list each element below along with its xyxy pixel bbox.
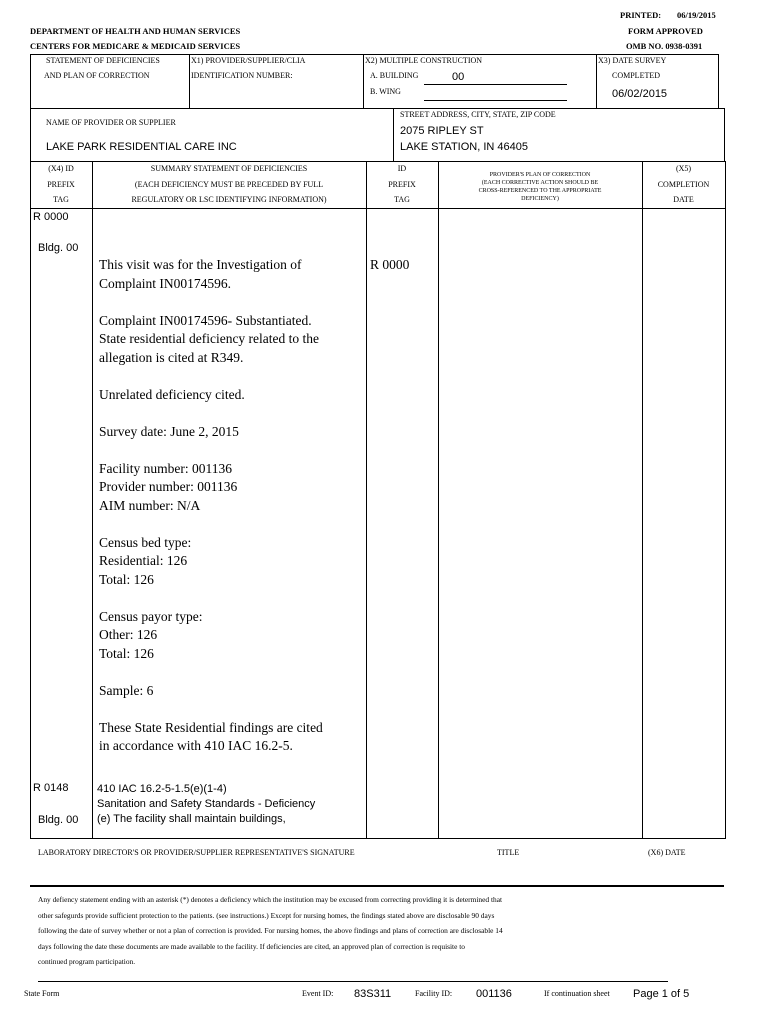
summary-line: AIM number: N/A bbox=[99, 497, 201, 513]
title-label: TITLE bbox=[497, 848, 520, 857]
building-tag-1: Bldg. 00 bbox=[38, 242, 79, 254]
wing-underline bbox=[424, 100, 567, 101]
prefix-tag-r0148: R 0148 bbox=[33, 782, 69, 794]
summary-line: Sample: 6 bbox=[99, 682, 154, 698]
summary-line: Facility number: 001136 bbox=[99, 460, 232, 476]
event-id-value: 83S311 bbox=[354, 988, 392, 1000]
notice-rule bbox=[38, 981, 668, 982]
summary-text bbox=[99, 256, 323, 756]
summary-line: These State Residential findings are cited bbox=[99, 719, 323, 735]
x5-header-3: DATE bbox=[673, 195, 694, 204]
summary-line: Unrelated deficiency cited. bbox=[99, 386, 245, 402]
summary-header-2: (EACH DEFICIENCY MUST BE PRECEDED BY FULL bbox=[134, 180, 324, 189]
provider-name-value: LAKE PARK RESIDENTIAL CARE INC bbox=[46, 141, 237, 153]
facility-id-value: 001136 bbox=[476, 988, 512, 1000]
survey-date-value: 06/02/2015 bbox=[612, 88, 668, 100]
printed-date: 06/19/2015 bbox=[677, 10, 716, 20]
notice-line: Any defiency statement ending with an asterisk (*) denotes a deficiency which the institution may be excused from correcting providing it is determined that bbox=[38, 895, 503, 904]
printed-label: PRINTED: bbox=[620, 10, 662, 20]
disclosure-notice bbox=[38, 892, 503, 970]
summary-line: Total: 126 bbox=[99, 571, 154, 587]
department-heading: DEPARTMENT OF HEALTH AND HUMAN SERVICES bbox=[30, 26, 241, 36]
summary-line: allegation is cited at R349. bbox=[99, 349, 244, 365]
notice-line: other safegurds provide sufficient protection to the patients. (see instructions.) Except for nursing homes, the findings stated above are disclosable 90 days bbox=[38, 910, 495, 920]
summary-line: Total: 126 bbox=[99, 645, 154, 661]
summary-line: This visit was for the Investigation of bbox=[99, 257, 302, 272]
summary-header-3: REGULATORY OR LSC IDENTIFYING INFORMATION) bbox=[131, 195, 327, 204]
r0148-line: Sanitation and Safety Standards - Deficiency bbox=[97, 798, 316, 810]
x6-date-label: (X6) DATE bbox=[648, 848, 686, 857]
provider-name-label: NAME OF PROVIDER OR SUPPLIER bbox=[46, 118, 176, 127]
plan-header-4: DEFICIENCY) bbox=[521, 196, 559, 202]
x1-label-2: IDENTIFICATION NUMBER: bbox=[191, 71, 293, 80]
x5-header-2: COMPLETION bbox=[657, 180, 710, 189]
prefix-tag-r0000: R 0000 bbox=[33, 211, 69, 223]
id-header-2: PREFIX bbox=[388, 180, 416, 189]
summary-line: Complaint IN00174596. bbox=[99, 275, 231, 291]
x5-header-1: (X5) bbox=[675, 164, 692, 173]
address-line-2: LAKE STATION, IN 46405 bbox=[400, 141, 528, 153]
address-line-1: 2075 RIPLEY ST bbox=[400, 125, 484, 137]
x3-label-2: COMPLETED bbox=[612, 71, 660, 80]
building-tag-2: Bldg. 00 bbox=[38, 814, 79, 826]
x4-header-2: PREFIX bbox=[47, 180, 75, 189]
id-prefix-tag-r0000: R 0000 bbox=[370, 257, 410, 272]
building-value: 00 bbox=[452, 71, 465, 83]
x3-label-1: X3) DATE SURVEY bbox=[598, 56, 667, 65]
centers-heading: CENTERS FOR MEDICARE & MEDICAID SERVICES bbox=[30, 41, 241, 51]
omb-number: OMB NO. 0938-0391 bbox=[626, 41, 703, 51]
summary-header-1: SUMMARY STATEMENT OF DEFICIENCIES bbox=[150, 164, 308, 173]
summary-line: Other: 126 bbox=[99, 627, 158, 642]
x4-header-1: (X4) ID bbox=[48, 164, 74, 173]
x1-label-1: X1) PROVIDER/SUPPLIER/CLIA bbox=[191, 56, 306, 65]
summary-line: Provider number: 001136 bbox=[99, 479, 238, 494]
facility-id-label: Facility ID: bbox=[415, 989, 453, 998]
summary-line: Census bed type: bbox=[99, 534, 192, 550]
event-id-label: Event ID: bbox=[302, 989, 334, 998]
r0148-text bbox=[97, 782, 315, 827]
signature-label: LABORATORY DIRECTOR'S OR PROVIDER/SUPPLIER REPRESENTATIVE'S SIGNATURE bbox=[38, 848, 355, 857]
notice-line: days following the date these documents are made available to the facility. If deficiencies are cited, an approved plan of correction is requisite to bbox=[38, 941, 465, 951]
r0148-line: 410 IAC 16.2-5-1.5(e)(1-4) bbox=[97, 783, 227, 795]
continuation-label: If continuation sheet bbox=[544, 989, 610, 998]
id-header-3: TAG bbox=[394, 195, 410, 204]
building-underline bbox=[424, 84, 567, 85]
summary-line: State residential deficiency related to the bbox=[99, 331, 320, 346]
building-label: A. BUILDING bbox=[370, 71, 419, 80]
summary-line: Census payor type: bbox=[99, 608, 203, 624]
page-number: Page 1 of 5 bbox=[633, 988, 690, 1000]
state-form-label: State Form bbox=[24, 989, 60, 998]
notice-line: continued program participation. bbox=[38, 957, 136, 966]
x4-header-3: TAG bbox=[53, 195, 69, 204]
statement-label-1: STATEMENT OF DEFICIENCIES bbox=[46, 56, 160, 65]
summary-line: in accordance with 410 IAC 16.2-5. bbox=[99, 738, 293, 753]
r0148-line: (e) The facility shall maintain buildings, bbox=[97, 813, 286, 825]
form-approved: FORM APPROVED bbox=[628, 26, 703, 36]
x2-label: X2) MULTIPLE CONSTRUCTION bbox=[365, 56, 483, 65]
address-label: STREET ADDRESS, CITY, STATE, ZIP CODE bbox=[400, 110, 556, 119]
wing-label: B. WING bbox=[370, 87, 401, 96]
summary-line: Residential: 126 bbox=[99, 553, 188, 568]
plan-header-2: (EACH CORRECTIVE ACTION SHOULD BE bbox=[481, 180, 599, 186]
plan-header-1: PROVIDER'S PLAN OF CORRECTION bbox=[489, 172, 591, 178]
plan-header-3: CROSS-REFERENCED TO THE APPROPRIATE bbox=[478, 188, 602, 194]
id-header-1: ID bbox=[397, 164, 407, 173]
statement-label-2: AND PLAN OF CORRECTION bbox=[44, 71, 150, 80]
summary-line: Complaint IN00174596- Substantiated. bbox=[99, 312, 312, 328]
summary-line: Survey date: June 2, 2015 bbox=[99, 423, 239, 439]
notice-line: following the date of survey whether or not a plan of correction is provided. For nursing homes, the above findings and plans of correction are disclosable 14 bbox=[38, 926, 503, 935]
